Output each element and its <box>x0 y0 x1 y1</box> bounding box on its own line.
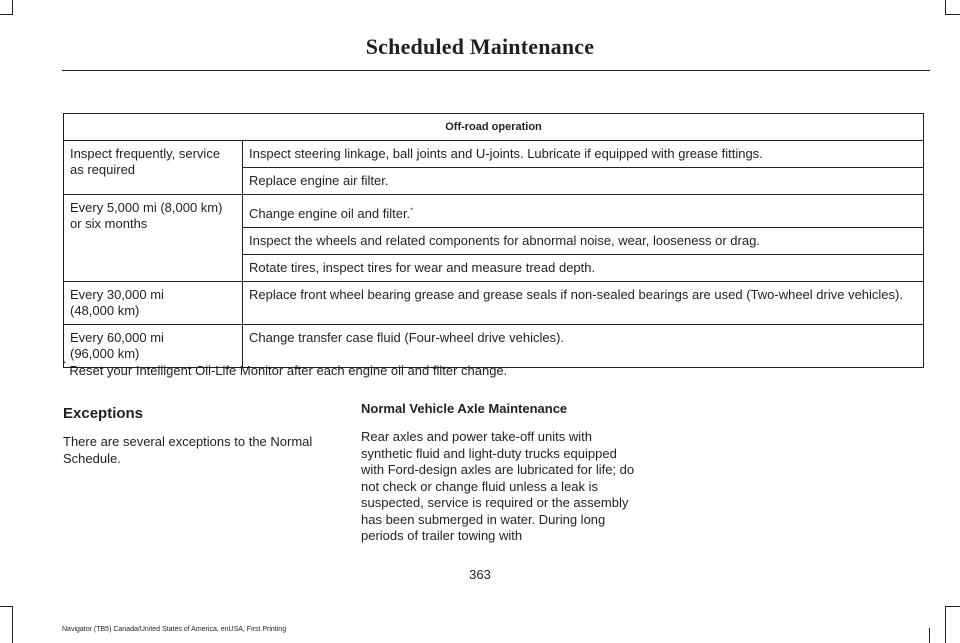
task-cell: Inspect steering linkage, ball joints and U-joints. Lubricate if equipped with grease fittings. <box>243 141 924 168</box>
interval-cell <box>64 325 243 368</box>
footnote-mark: * <box>63 360 66 368</box>
table-header-row <box>64 114 924 141</box>
crop-mark <box>0 14 13 15</box>
page-title: Scheduled Maintenance <box>365 34 595 59</box>
sub-heading: Normal Vehicle Axle Maintenance <box>361 401 568 416</box>
title-divider <box>62 70 930 71</box>
footnote-mark: * <box>410 207 413 215</box>
task-cell: Change transfer case fluid (Four-wheel drive vehicles). <box>243 325 924 368</box>
footnote <box>63 360 508 378</box>
task-cell <box>243 195 924 228</box>
paragraph: There are several exceptions to the Normal Schedule. <box>63 434 313 466</box>
interval-line: Every 30,000 mi <box>70 287 164 302</box>
crop-mark <box>0 606 13 607</box>
table-row <box>64 282 924 325</box>
crop-mark <box>929 628 930 643</box>
table-row <box>64 325 924 368</box>
crop-mark <box>12 0 13 14</box>
interval-cell: Every 5,000 mi (8,000 km) or six months <box>64 195 243 282</box>
task-cell: Replace engine air filter. <box>243 168 924 195</box>
crop-mark <box>945 14 960 15</box>
interval-cell <box>64 282 243 325</box>
axle-section <box>361 401 636 545</box>
interval-line: (48,000 km) <box>70 303 140 318</box>
crop-mark <box>945 0 946 14</box>
exceptions-section <box>63 405 348 467</box>
table-header: Off-road operation <box>64 114 924 141</box>
task-cell: Rotate tires, inspect tires for wear and measure tread depth. <box>243 255 924 282</box>
maintenance-table <box>63 113 924 368</box>
section-heading: Exceptions <box>63 405 144 422</box>
page-number: 363 <box>469 567 491 582</box>
footer-text: Navigator (TB5) Canada/United States of America, enUSA, First Printing <box>62 626 287 633</box>
interval-line: (96,000 km) <box>70 346 140 361</box>
task-text: Change engine oil and filter. <box>249 206 411 221</box>
footnote-text: Reset your Intelligent Oil-Life Monitor after each engine oil and filter change. <box>69 363 508 378</box>
crop-mark <box>12 606 13 643</box>
interval-line: Every 60,000 mi <box>70 330 164 345</box>
interval-cell: Inspect frequently, service as required <box>64 141 243 195</box>
table-row <box>64 141 924 168</box>
task-cell: Replace front wheel bearing grease and grease seals if non-sealed bearings are used (Two-wheel drive vehicles). <box>243 282 924 325</box>
table-row <box>64 195 924 228</box>
crop-mark <box>945 606 946 643</box>
task-cell: Inspect the wheels and related components for abnormal noise, wear, looseness or drag. <box>243 228 924 255</box>
paragraph: Rear axles and power take-off units with synthetic fluid and light-duty trucks equipped with Ford-design axles are lubricated for life; do not check or change fluid unless a leak is suspected, service is required or the assembly has been submerged in water. During long periods of trailer towing with <box>361 429 635 543</box>
crop-mark <box>945 606 960 607</box>
